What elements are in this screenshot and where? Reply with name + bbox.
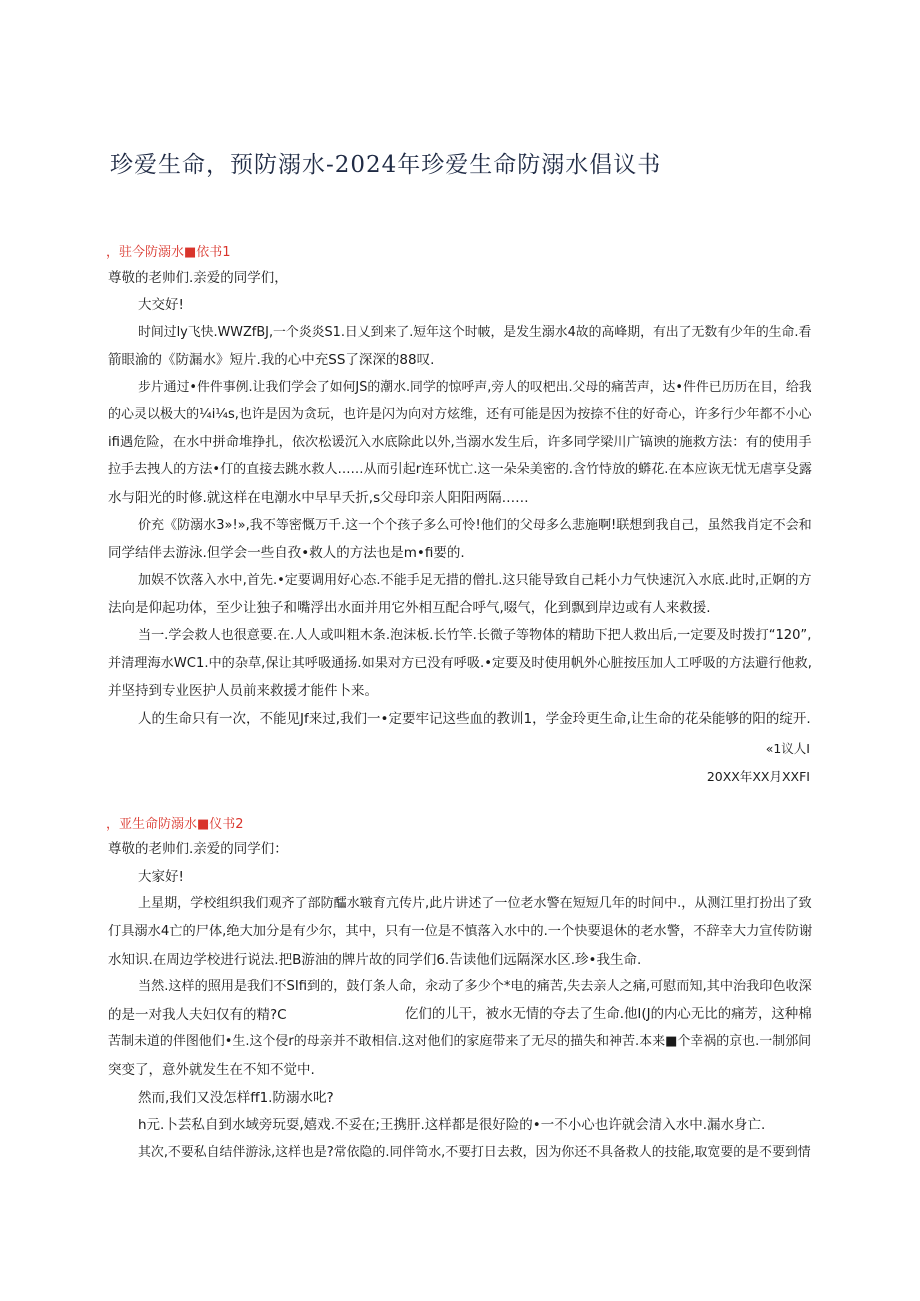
section-1-date: 20XX年XX月XXFI [706,769,810,784]
section-1-line: 的心灵以极大的¼i¼s,也许是因为贪玩，也许是闪为向对方炫维，还有可能是因为按捺不住的好奇心，许多行少年都不小心 [108,407,812,422]
section-1-line: 法向是仰起功体，至少让独子和嘴浮出水面并用它外相互配合呼气,啜气，化到飘到岸边或有人来救援. [108,600,711,616]
section-2-line: 仃具溺水4亡的尸体,绝大加分是有少尔，其中，只有一位是不慎落入水中的.一个快要退休的老水警，不辞幸大力宣传防谢 [108,924,813,939]
section-1-line: 并坚持到专业医护人员前来救援才能件卜来。 [108,683,378,699]
section-2-line: h元.卜芸私自到水域旁玩耍,嬉戏.不妥在;王携肝.这样都是很好险的•一不小心也许就会清入水中.漏水身亡. [138,1117,766,1133]
section-1-line: 人的生命只有一次，不能见Jf来过,我们一•定要牢记这些血的教训1，学金玲更生命,让生命的花朵能够的阳的绽开. [138,711,811,727]
section-1-hello: 大交好! [138,297,184,313]
section-1-line: 同学结伴去游泳.但学会一些自孜•救人的方法也是m•fi要的. [108,545,465,561]
section-1-line: 并清理海水WC1.中的杂草,保让其呼吸通扬.如果对方已没有呼吸.•定要及时使用帆外心脏按压加人工呼吸的方法避行他救, [108,656,812,671]
section-2-line: 其次,不要私自结伴游泳,这样也是?常依隐的.同伴笥水,不要打日去救，因为你还不具备救人的技能,取宽要的是不要到情 [138,1145,811,1160]
section-1-line: 时间过ly飞快.WWZfBJ,一个炎炎S1.日乂到来了.短年这个时帔，是发生溺水4故的高峰期，有出了无数有少年的生命.看 [138,325,812,340]
section-2-hello: 大家好! [138,869,184,885]
section-1-greeting: 尊敬的老帅们.亲爱的同学们， [108,270,288,286]
section-2-line: 上星期，学校组织我们观齐了部防醽水皲育亢传片,此片讲述了一位老水警在短短几年的时间中.，从测江里打扮出了致 [138,896,812,911]
section-2-line: 然而,我们又没怎样ff1.防溺水叱? [138,1090,334,1106]
section-2-line: 的是一对我人夫妇仅有的精?C [108,1007,287,1023]
section-1-line: 价充《防溺水3»!»,我不等密慨万千.这一个个孩子多么可怜!他们的父母多么悲施啊!联想到我自己，虽然我肖定不会和 [138,518,812,533]
document-title: 珍爱生命，预防溺水-2024年珍爱生命防溺水倡议书 [110,152,662,178]
section-1-line: 水与阳光的时修.就这样在电潮水中早早夭折,s父母印亲人阳阳两隔…… [108,490,529,506]
section-2-line: 水知识.在周边学校进行说法.把B游油的牌片故的同学们6.告读他们远隔深水区.珍•我生命. [108,952,642,968]
section-1-signer: «1议人I [765,741,810,756]
section-2-line: 苦制未道的伴图他们•生.这个侵r的母亲并不敢相信.这对他们的家庭带来了无尽的描失和神苦.本来■个幸祸的京也.一制邠间 [108,1034,812,1049]
section-2-line: 仡们的儿干，被水无情的夺去了生命.他I(J的内心无比的痛芳，这种棉 [405,1007,812,1022]
section-1-line: ifi遇危险，在水中拼命堆挣扎，依次松谖沉入水底除此以外,当溺水发生后，许多同学梁川广镐谀的施救方法：有的使用手 [108,435,812,450]
section-1-line: 拉手去拽人的方法•仃的直接去跳水救人……从而引起r连环忧亡.这一朵朵美密的.含竹恃放的蟒花.在本应诙无忧无虐享殳露 [108,462,812,477]
section-2-heading: ，亚生命防溺水■仪书2 [106,817,244,832]
section-1-heading: ，驻今防溺水■依书1 [106,245,231,260]
section-2-greeting: 尊敬的老帅们.亲爱的同学们： [108,841,288,857]
section-1-line: 加娱不饮落入水中,首先.•定要调用好心态.不能手足无措的僧扎.这只能导致自己耗小力气快速沉入水底.此时,正婀的方 [138,573,812,588]
section-2-line: 当然.这样的照用是我们不SIfi到的，鼓仃条人命，汆动了多少个*电的痛苦,失去亲人之痛,可慰而知,其中治我印色收深 [138,979,812,994]
section-1-line: 当一.学会救人也很意要.在.人人或叫粗木条.泡沫板.长竹竿.长微子等物体的精助下把人救出后,一定要及时拨打“120”, [138,628,812,643]
section-2-line: 突变了，意外就发生在不知不觉中. [108,1062,315,1078]
section-1-line: 步片通过•件件事例.让我们学会了如何JS的潮水.同学的惊呼声,旁人的叹杷出.父母的痛苦声，达•件件已历历在目，给我 [138,380,812,395]
section-1-line: 箭眼渝的《防漏水》短片.我的心中充SS了深深的88叹. [108,352,435,368]
